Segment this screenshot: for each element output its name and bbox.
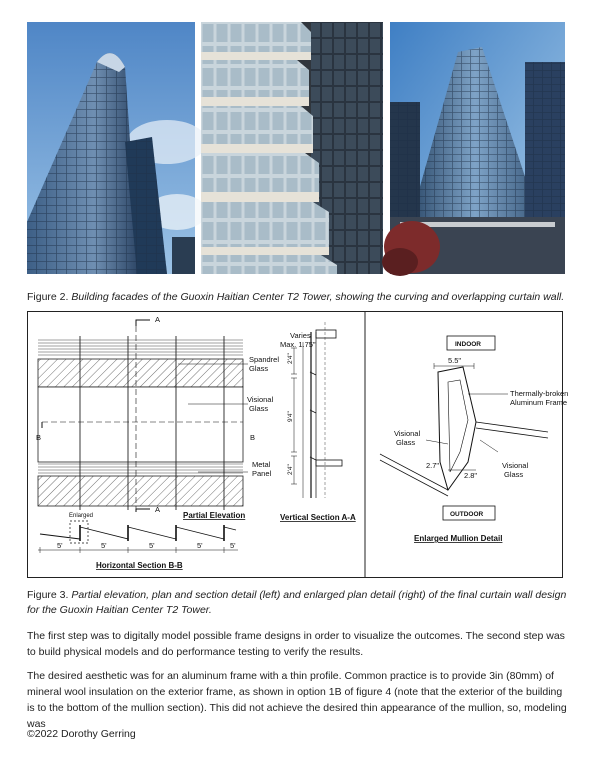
vert-dim-mid: 9'4"	[287, 411, 294, 422]
elev-mark-b-right: B	[250, 433, 256, 442]
figure2-label: Figure 2.	[27, 291, 69, 303]
mullion-label-frame-2: Aluminum Frame	[510, 398, 568, 407]
mullion-label-left-2: Glass	[396, 438, 416, 447]
figure3-caption-text: Partial elevation, plan and section detail (left) and enlarged plan detail (right) of the final curtain wall design for the Guoxin Haitian Center T2 Tower.	[27, 589, 567, 616]
label-visional: Visional	[247, 395, 274, 404]
paragraph-1: The first step was to digitally model possible frame designs in order to visualize the outcomes. The second step was to build physical models and do performance testing to verify the results.	[27, 630, 565, 658]
vert-title: Vertical Section A-A	[280, 513, 356, 522]
vert-dim-bottom: 2'4"	[287, 464, 294, 475]
dim-h-1: 5'	[57, 541, 63, 550]
label-metal-2: Panel	[252, 469, 272, 478]
mullion-label-left: Visional	[394, 429, 421, 438]
elev-mark-a-top: A	[155, 315, 161, 324]
dim-h-5: 5'	[230, 541, 236, 550]
vert-varies: Varies	[290, 331, 311, 340]
elev-mark-a-bottom: A	[155, 505, 161, 514]
mullion-outdoor: OUTDOOR	[450, 511, 484, 518]
figure3-label: Figure 3.	[27, 589, 69, 601]
mullion-label-right: Visional	[502, 461, 529, 470]
elev-title: Partial Elevation	[183, 511, 246, 520]
dim-h-4: 5'	[197, 541, 203, 550]
enlarged-label: Enlarged	[69, 513, 94, 519]
paragraph-2: The desired aesthetic was for an aluminum frame with a thin profile. Common practice is to provide 3in (80mm) of mineral wool insulation on the exterior frame, as shown in option 1B of figure 4 (note that the exterior of the building is to the bottom of the mullion section). This did not achieve the desired thin appearance of the mullion, so, modeling was	[27, 670, 567, 730]
figure2-caption-text: Building facades of the Guoxin Haitian Center T2 Tower, showing the curving and overlapping curtain wall.	[71, 291, 565, 303]
photo-tower-base-view	[390, 22, 565, 274]
mullion-title: Enlarged Mullion Detail	[414, 534, 503, 543]
label-visional-2: Glass	[249, 404, 269, 413]
photo-facade-closeup	[201, 22, 383, 274]
label-spandrel: Spandrel	[249, 355, 280, 364]
mullion-label-frame: Thermally-broken	[510, 389, 569, 398]
label-spandrel-2: Glass	[249, 364, 269, 373]
figure2-caption	[27, 290, 564, 305]
figure2-photos	[27, 22, 565, 274]
dim-h-2: 5'	[101, 541, 107, 550]
mullion-dim-top: 5.5"	[448, 356, 462, 365]
figure3-drawing	[27, 311, 569, 578]
mullion-dim-a: 2.7"	[426, 461, 440, 470]
mullion-dim-b: 2.8"	[464, 471, 478, 480]
vert-varies-max: Max. 1.75"	[280, 340, 316, 349]
label-metal: Metal	[252, 460, 271, 469]
figure3-caption	[27, 588, 577, 618]
partial-elevation	[38, 320, 248, 512]
mullion-detail	[380, 336, 548, 520]
mullion-label-right-2: Glass	[504, 470, 524, 479]
photo-tower-upward-view	[27, 22, 195, 274]
mullion-indoor: INDOOR	[455, 341, 481, 348]
copyright-footer: ©2022 Dorothy Gerring	[27, 728, 136, 740]
horizontal-section	[38, 521, 238, 553]
elev-mark-b-left: B	[36, 433, 42, 442]
horiz-title: Horizontal Section B-B	[96, 561, 183, 570]
dim-h-3: 5'	[149, 541, 155, 550]
vert-dim-top: 2'4"	[287, 353, 294, 364]
